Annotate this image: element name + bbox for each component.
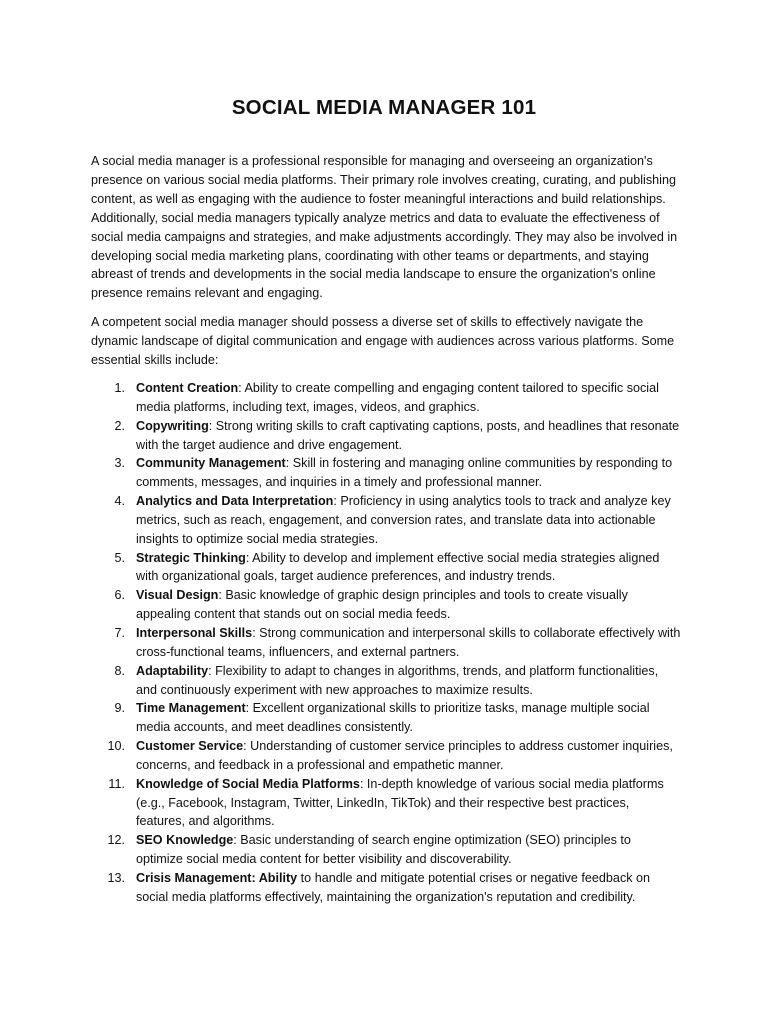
skill-name: SEO Knowledge	[136, 833, 234, 848]
skill-description: : Understanding of customer service principles to address customer inquiries, concerns, and feedback in a professional and empathetic manner.	[136, 739, 673, 772]
skill-number: 13.	[107, 870, 125, 885]
skill-item-content-creation	[91, 379, 681, 417]
skill-description: : Flexibility to adapt to changes in algorithms, trends, and platform functionalities, and continuously experiment with new approaches to maximize results.	[136, 663, 659, 697]
skill-number: 12.	[107, 833, 125, 848]
skills-intro-paragraph: A competent social media manager should possess a diverse set of skills to effectively navigate the dynamic landscape of digital communication and engage with audiences across various platforms. Some essential skills include:	[91, 315, 675, 367]
skill-description: : Skill in fostering and managing online communities by responding to comments, messages, and inquiries in a timely and professional manner.	[136, 456, 673, 490]
skill-name: Analytics and Data Interpretation	[136, 494, 334, 509]
skill-name: Crisis Management: Ability	[136, 870, 298, 885]
skill-description: : Basic knowledge of graphic design principles and tools to create visually appealing content that stands out on social media feeds.	[136, 588, 628, 622]
skill-name: Time Management	[136, 701, 246, 716]
skill-number: 4.	[114, 494, 125, 509]
skill-number: 7.	[114, 625, 125, 640]
skill-number: 2.	[114, 418, 125, 433]
skill-number: 1.	[114, 381, 125, 395]
skill-name: Strategic Thinking	[136, 550, 246, 565]
skill-item-strategic-thinking	[91, 549, 681, 587]
skill-item-interpersonal-skills	[91, 624, 681, 662]
skill-description: : Strong communication and interpersonal skills to collaborate effectively with cross-functional teams, influencers, and external partners.	[136, 625, 681, 659]
document-title: SOCIAL MEDIA MANAGER 101	[231, 96, 537, 119]
skill-description: : Ability to create compelling and engaging content tailored to specific social media platforms, including text, images, videos, and graphics.	[136, 381, 659, 414]
skill-item-community-management	[91, 454, 681, 492]
skill-name: Copywriting	[136, 418, 209, 433]
skill-item-adaptability	[91, 662, 681, 700]
skill-item-customer-service	[91, 737, 681, 775]
skill-item-platform-knowledge	[91, 775, 681, 832]
skill-number: 5.	[114, 550, 125, 565]
skill-item-time-management	[91, 699, 681, 737]
skill-item-copywriting	[91, 417, 681, 455]
skill-description: : Excellent organizational skills to prioritize tasks, manage multiple social media accounts, and meet deadlines consistently.	[136, 701, 650, 735]
intro-paragraph: A social media manager is a professional responsible for managing and overseeing an organization's presence on various social media platforms. Their primary role involves creating, curating, and publishing content, as well as engaging with the audience to foster meaningful interactions and build relationships. Additionally, social media managers typically analyze metrics and data to evaluate the effectiveness of social media campaigns and strategies, and make adjustments accordingly. They may also be involved in developing social media marketing plans, coordinating with other teams or departments, and staying abreast of trends and developments in the social media landscape to ensure the organization's online presence remains relevant and engaging.	[91, 154, 678, 301]
skill-description: : Proficiency in using analytics tools to track and analyze key metrics, such as reach, engagement, and conversion rates, and translate data into actionable insights to optimize social media strategies.	[136, 494, 671, 546]
skill-name: Knowledge of Social Media Platforms	[136, 776, 360, 791]
skill-number: 3.	[114, 456, 125, 471]
skill-item-visual-design	[91, 586, 681, 624]
skill-number: 11.	[108, 776, 125, 791]
skill-number: 10.	[107, 739, 125, 754]
skill-name: Visual Design	[136, 588, 219, 603]
skill-description: : Basic understanding of search engine optimization (SEO) principles to optimize social media content for better visibility and discoverability.	[136, 833, 631, 867]
skill-item-seo-knowledge	[91, 831, 681, 869]
skill-name: Interpersonal Skills	[136, 625, 253, 640]
skill-description: : Ability to develop and implement effective social media strategies aligned with organizational goals, target audience preferences, and industry trends.	[136, 550, 660, 584]
skill-number: 9.	[114, 701, 125, 716]
skill-name: Customer Service	[136, 739, 244, 754]
skill-description: : Strong writing skills to craft captivating captions, posts, and headlines that resonate with the target audience and drive engagement.	[136, 418, 680, 452]
skill-name: Content Creation	[136, 381, 239, 395]
skill-name: Community Management	[136, 456, 286, 471]
skill-name: Adaptability	[136, 663, 209, 678]
skill-item-analytics	[91, 492, 681, 549]
skill-description: : In-depth knowledge of various social media platforms (e.g., Facebook, Instagram, Twitter, LinkedIn, TikTok) and their respective best practices, features, and algorithms.	[136, 776, 664, 829]
skill-description: to handle and mitigate potential crises or negative feedback on social media platforms effectively, maintaining the organization's reputation and credibility.	[136, 870, 651, 904]
skill-item-crisis-management	[91, 869, 681, 907]
skills-list	[91, 379, 681, 907]
skill-number: 6.	[114, 588, 125, 603]
skill-number: 8.	[114, 663, 125, 678]
